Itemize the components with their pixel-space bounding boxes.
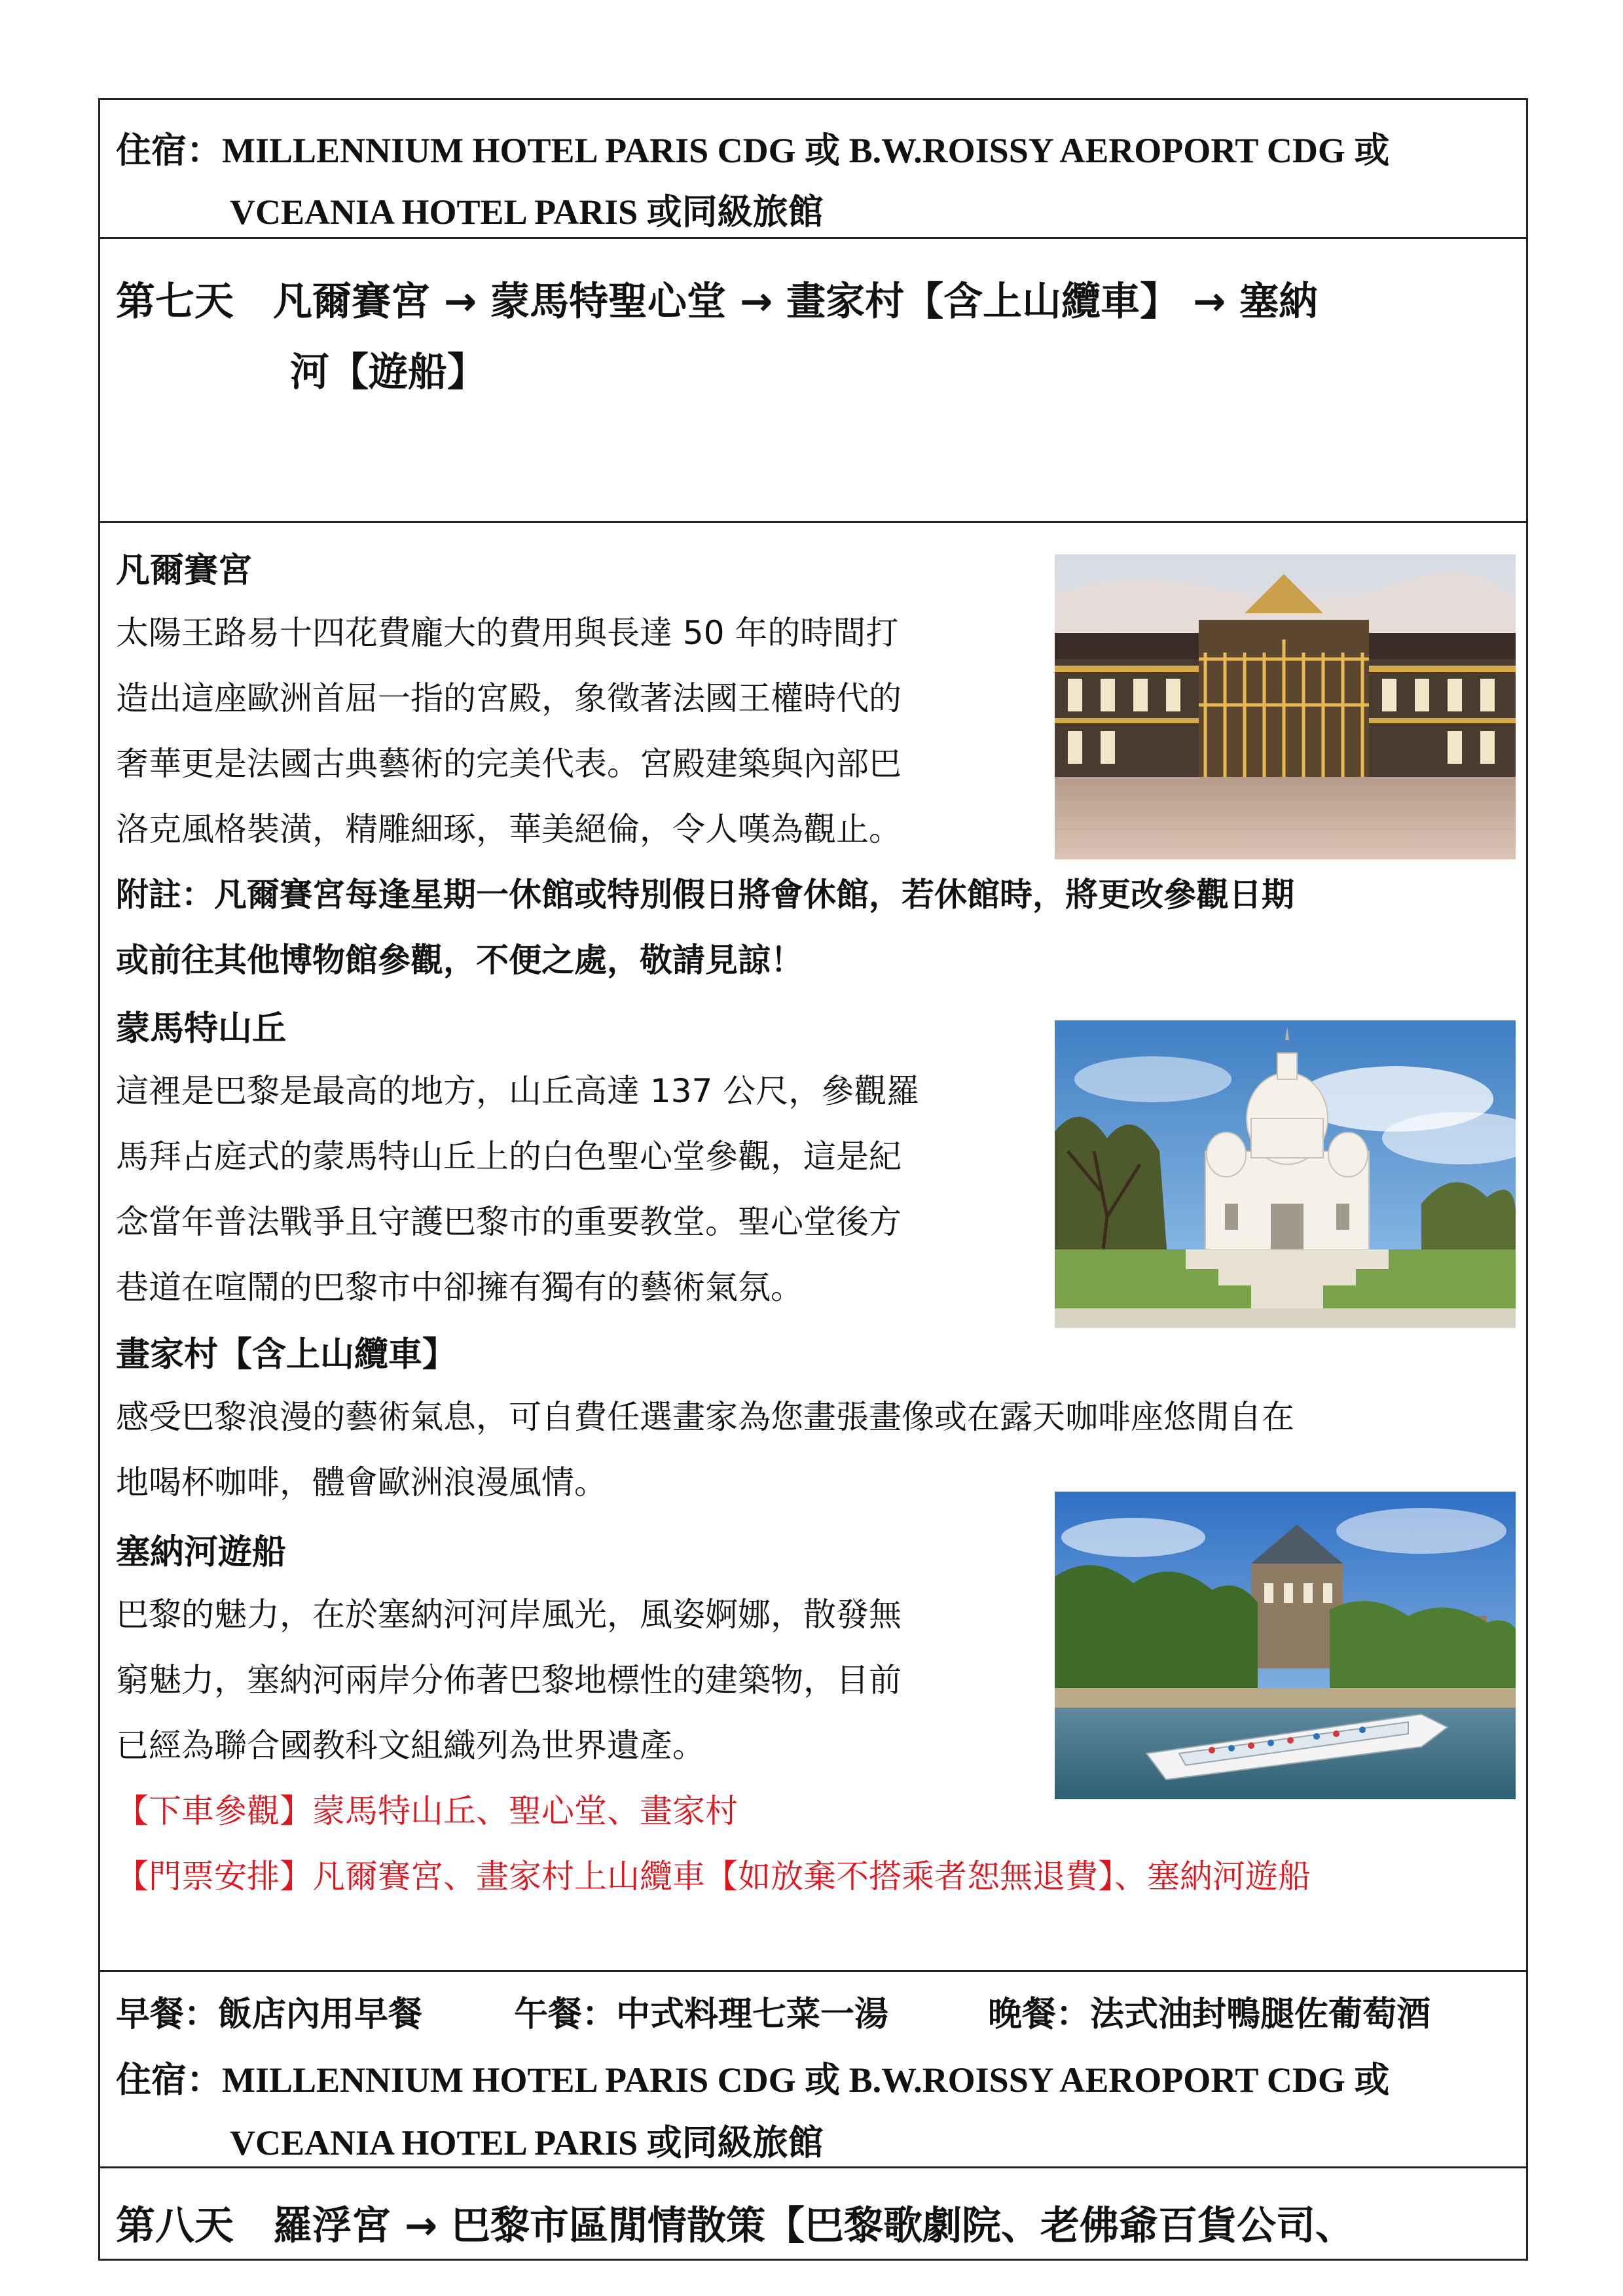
dinner-text: 晚餐：法式油封鴨腿佐葡萄酒 xyxy=(988,1995,1431,2034)
itinerary-page xyxy=(98,98,1531,2249)
seine-line-2: 窮魅力，塞納河兩岸分佈著巴黎地標性的建築物，目前 xyxy=(116,1661,902,1699)
lodging-section-top xyxy=(98,98,1528,237)
breakfast-text: 早餐：飯店內用早餐 xyxy=(116,1995,423,2034)
montmartre-line-1: 這裡是巴黎是最高的地方，山丘高達 137 公尺，參觀羅 xyxy=(116,1072,920,1110)
stop-visit-note: 【下車參觀】蒙馬特山丘、聖心堂、畫家村 xyxy=(116,1792,738,1830)
montmartre-line-2: 馬拜占庭式的蒙馬特山丘上的白色聖心堂參觀，這是紀 xyxy=(116,1138,902,1175)
day7-title-section xyxy=(98,237,1528,521)
seine-cruise-photo xyxy=(1055,1492,1516,1799)
montmartre-line-4: 巷道在喧鬧的巴黎市中卻擁有獨有的藝術氣氛。 xyxy=(116,1268,803,1306)
lodging-bottom-line-2: VCEANIA HOTEL PARIS 或同級旅館 xyxy=(230,2123,824,2162)
lodging-line-2: VCEANIA HOTEL PARIS 或同級旅館 xyxy=(230,192,824,232)
versailles-note-line-2: 或前往其他博物館參觀，不便之處，敬請見諒！ xyxy=(116,941,803,979)
artist-village-heading: 畫家村【含上山纜車】 xyxy=(116,1335,457,1374)
versailles-palace-photo xyxy=(1055,554,1516,859)
seine-heading: 塞納河遊船 xyxy=(116,1533,287,1572)
lodging-line-1: 住宿：MILLENNIUM HOTEL PARIS CDG 或 B.W.ROISSY AEROPORT CDG 或 xyxy=(116,131,1390,170)
day7-title-line-1: 第七天 凡爾賽宮 → 蒙馬特聖心堂 → 畫家村【含上山纜車】 → 塞納 xyxy=(116,279,1319,325)
sacre-coeur-photo xyxy=(1055,1020,1516,1328)
day8-title-section xyxy=(98,2166,1528,2261)
day7-content-section xyxy=(98,521,1528,1970)
seine-line-1: 巴黎的魅力，在於塞納河河岸風光，風姿婀娜，散發無 xyxy=(116,1596,902,1634)
day7-title-line-2: 河【遊船】 xyxy=(290,350,486,395)
ticket-note: 【門票安排】凡爾賽宮、畫家村上山纜車【如放棄不搭乘者恕無退費】、塞納河遊船 xyxy=(116,1857,1311,1895)
artist-village-line-2: 地喝杯咖啡，體會歐洲浪漫風情。 xyxy=(116,1463,607,1501)
lunch-text: 午餐：中式料理七菜一湯 xyxy=(514,1995,889,2034)
montmartre-line-3: 念當年普法戰爭且守護巴黎市的重要教堂。聖心堂後方 xyxy=(116,1203,902,1241)
artist-village-line-1: 感受巴黎浪漫的藝術氣息，可自費任選畫家為您畫張畫像或在露天咖啡座悠閒自在 xyxy=(116,1398,1294,1436)
versailles-note-line-1: 附註：凡爾賽宮每逢星期一休館或特別假日將會休館，若休館時，將更改參觀日期 xyxy=(116,876,1294,914)
lodging-bottom-line-1: 住宿：MILLENNIUM HOTEL PARIS CDG 或 B.W.ROISSY AEROPORT CDG 或 xyxy=(116,2060,1390,2100)
seine-line-3: 已經為聯合國教科文組織列為世界遺產。 xyxy=(116,1727,705,1765)
versailles-line-2: 造出這座歐洲首屈一指的宮殿，象徵著法國王權時代的 xyxy=(116,679,902,717)
versailles-line-4: 洛克風格裝潢，精雕細琢，華美絕倫，令人嘆為觀止。 xyxy=(116,810,902,848)
montmartre-heading: 蒙馬特山丘 xyxy=(116,1009,287,1049)
day8-title: 第八天 羅浮宮 → 巴黎市區閒情散策【巴黎歌劇院、老佛爺百貨公司、 xyxy=(116,2203,1355,2249)
meals-lodging-section xyxy=(98,1970,1528,2166)
versailles-line-3: 奢華更是法國古典藝術的完美代表。宮殿建築與內部巴 xyxy=(116,745,902,783)
versailles-heading: 凡爾賽宮 xyxy=(116,551,253,590)
versailles-line-1: 太陽王路易十四花費龐大的費用與長達 50 年的時間打 xyxy=(116,614,899,652)
